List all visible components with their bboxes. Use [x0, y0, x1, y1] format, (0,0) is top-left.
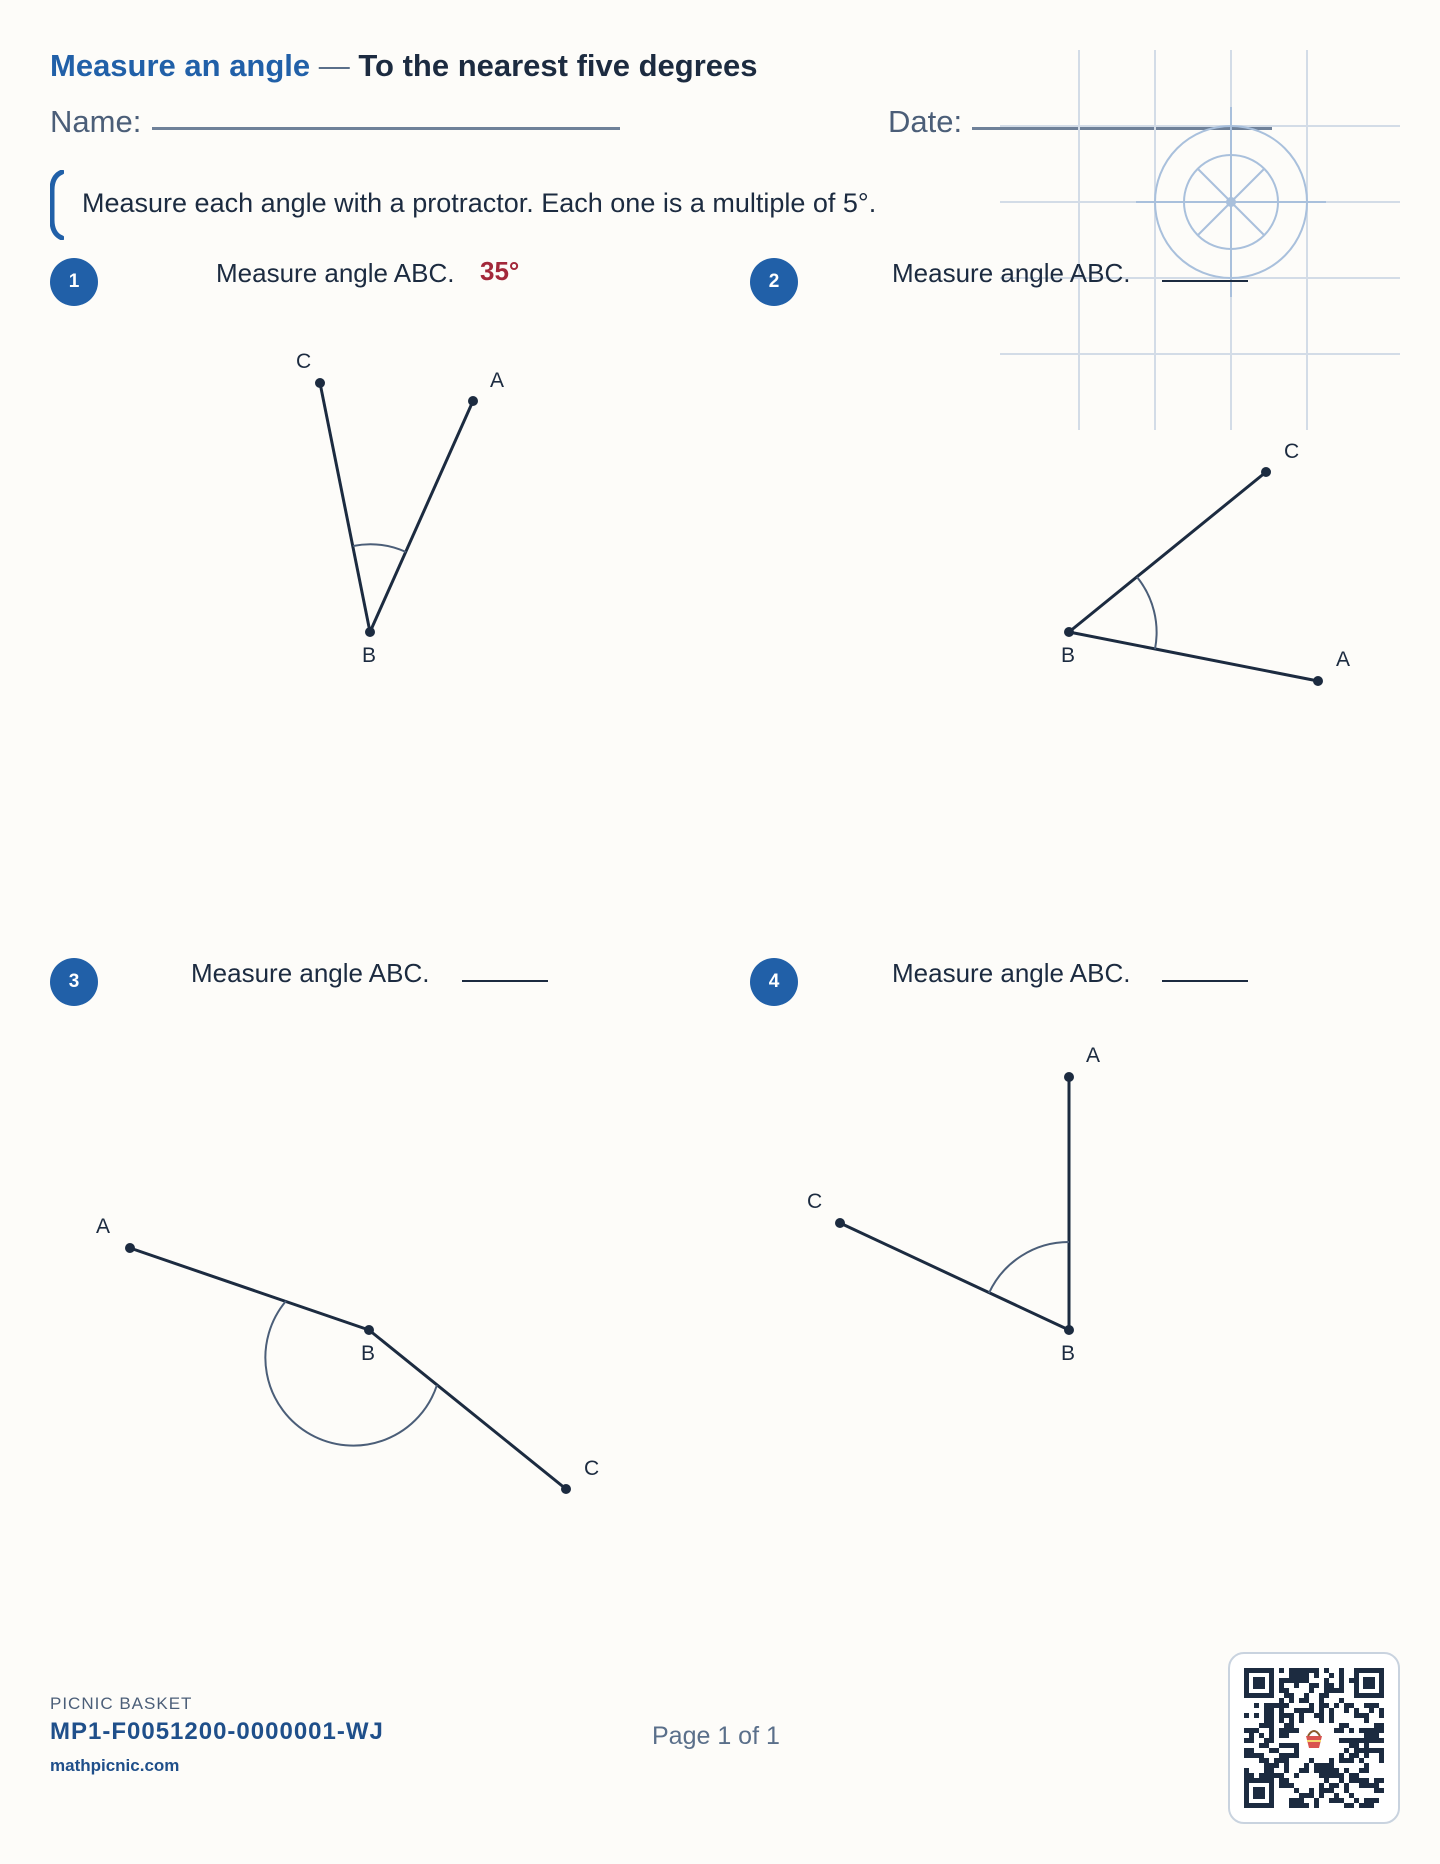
problem-1-label-a: A	[490, 369, 505, 392]
problem-2-label-a: A	[1336, 648, 1351, 671]
footer-site-link[interactable]: mathpicnic.com	[50, 1756, 180, 1775]
problem-3-label-b: B	[361, 1342, 376, 1365]
problem-4-points	[835, 1072, 1074, 1335]
title-subtitle: To the nearest five degrees	[358, 48, 758, 83]
instruction-text: Measure each angle with a protractor. Each one is a multiple of 5°.	[82, 188, 877, 218]
problem-2-prompt: Measure angle ABC.	[892, 258, 1131, 288]
problem-1-answer: 35°	[480, 256, 520, 286]
problem-4-label-b: B	[1061, 1342, 1076, 1365]
problem-4-label-a: A	[1086, 1044, 1101, 1067]
problem-4-badge: 4	[750, 958, 798, 1006]
title-separator: —	[310, 48, 359, 83]
name-label: Name:	[50, 104, 142, 139]
problem-2-label-c: C	[1284, 440, 1300, 463]
problem-4-label-c: C	[807, 1190, 823, 1213]
problem-3-points	[125, 1243, 571, 1494]
problem-2-badge: 2	[750, 258, 798, 306]
problem-2-label-b: B	[1061, 644, 1076, 667]
problem-1-label-c: C	[296, 350, 312, 373]
problem-1-points	[315, 378, 478, 637]
footer-worksheet-code: MP1-F0051200-0000001-WJ	[50, 1718, 384, 1745]
problem-1-figure	[320, 383, 473, 632]
problem-3-figure	[130, 1248, 566, 1489]
date-label: Date:	[888, 104, 963, 139]
footer-brand: PICNIC BASKET	[50, 1694, 193, 1713]
problem-4-prompt: Measure angle ABC.	[892, 958, 1131, 988]
problem-3-badge: 3	[50, 958, 98, 1006]
problem-1-label-b: B	[362, 644, 377, 667]
problem-1-badge: 1	[50, 258, 98, 306]
problem-1-prompt: Measure angle ABC.	[216, 258, 455, 288]
qr-code-image	[1244, 1668, 1384, 1808]
problem-4-figure	[840, 1077, 1069, 1330]
problem-3-prompt: Measure angle ABC.	[191, 958, 430, 988]
title-main: Measure an angle	[50, 48, 311, 83]
problem-3-label-a: A	[96, 1215, 111, 1238]
problem-2-points	[1064, 467, 1323, 686]
problem-3-label-c: C	[584, 1457, 600, 1480]
problem-2-figure	[1069, 472, 1318, 681]
qr-code[interactable]	[1228, 1652, 1400, 1824]
page-number: Page 1 of 1	[652, 1722, 780, 1750]
